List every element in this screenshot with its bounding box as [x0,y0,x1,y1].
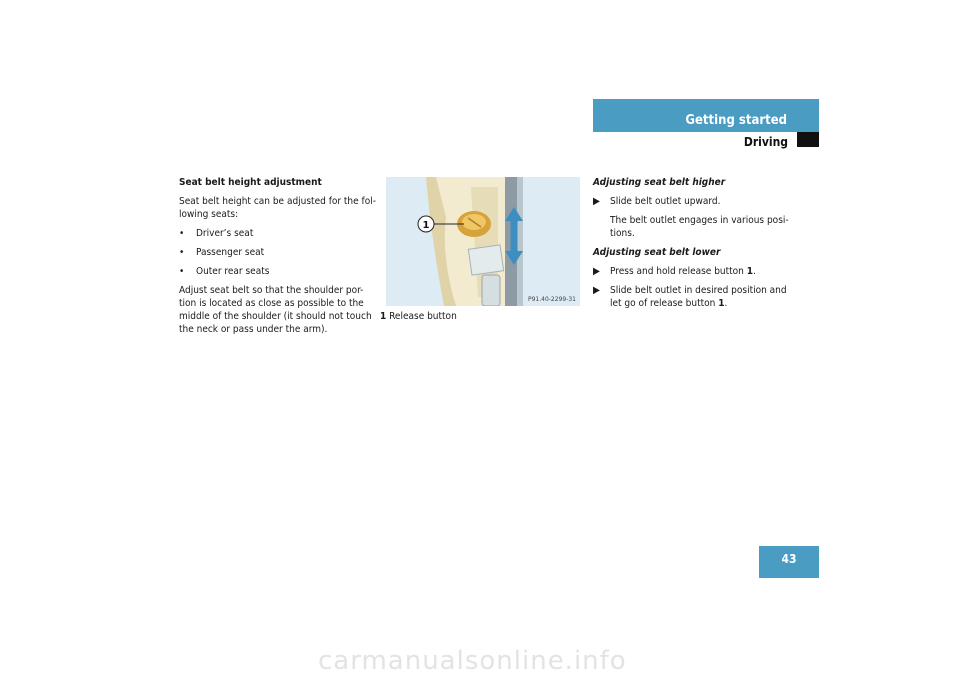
step-item: ▶ Press and hold release button 1. [593,266,756,277]
heading-belt-lower: Adjusting seat belt lower [593,247,721,258]
arrow-bullet-icon: ▶ [593,266,600,277]
arrow-bullet-icon: ▶ [593,196,600,207]
figure-caption [380,311,457,322]
bullet-icon: • [179,247,185,258]
section-title: Getting started [685,113,787,128]
intro-text: Seat belt height can be adjusted for the fol-lowing seats: [179,196,376,220]
left-column [179,176,379,342]
seat-belt-drawing [386,177,580,306]
page-number-box [759,546,819,578]
caption-number: 1 [380,311,387,322]
arrow-bullet-icon: ▶ [593,285,600,296]
right-column [593,176,798,316]
caption-text: Release button [389,311,457,322]
list-item: • Driver’s seat [179,228,254,239]
list-item: • Outer rear seats [179,266,270,277]
figure-callout: 1 [422,220,430,231]
body-text: Adjust seat belt so that the shoulder por-tion is located as close as possible to the middle of the shoulder (it should not touch the neck or pass under the arm). [179,285,372,335]
bullet-icon: • [179,228,185,239]
heading-height-adjustment: Seat belt height adjustment [179,177,322,188]
footer-watermark: carmanualsonline.info [318,646,627,676]
figure-code: P91.40-2299-31 [527,296,576,303]
step-note: The belt outlet engages in various posi-tions. [610,215,789,239]
subsection-marker [797,132,819,147]
page-number: 43 [781,552,797,566]
subsection-title: Driving [743,135,788,149]
step-item: ▶ Slide belt outlet in desired position and let go of release button 1. [593,285,787,309]
seat-belt-illustration [386,177,580,306]
section-header [593,99,819,132]
bullet-icon: • [179,266,185,277]
heading-belt-higher: Adjusting seat belt higher [593,177,726,188]
step-item: ▶ Slide belt outlet upward. [593,196,721,207]
list-item: • Passenger seat [179,247,265,258]
